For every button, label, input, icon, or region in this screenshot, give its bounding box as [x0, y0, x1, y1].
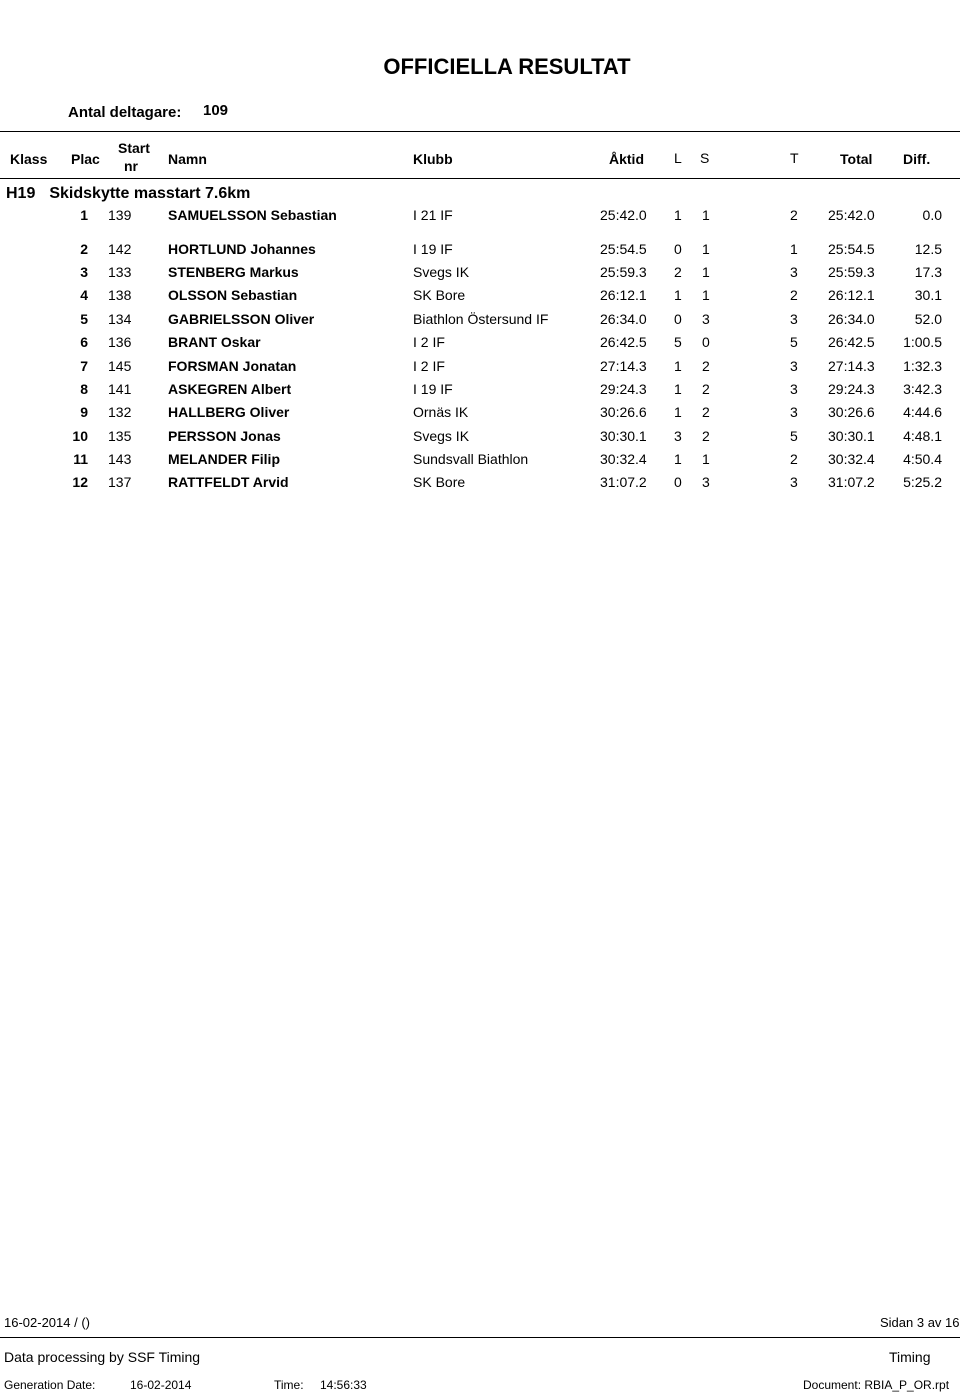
start-number: 133	[108, 264, 132, 280]
standing-misses: 2	[702, 404, 710, 420]
placement: 4	[80, 287, 88, 303]
time-behind: 4:48.1	[903, 428, 942, 444]
prone-misses: 1	[674, 381, 682, 397]
total-misses: 2	[790, 451, 798, 467]
class-code: H19	[6, 185, 36, 202]
total-time: 25:54.5	[828, 241, 875, 257]
total-misses: 3	[790, 474, 798, 490]
generation-date-label: Generation Date:	[4, 1378, 96, 1392]
time-behind: 5:25.2	[903, 474, 942, 490]
time-behind: 30.1	[914, 287, 942, 303]
placement: 8	[80, 381, 88, 397]
start-number: 141	[108, 381, 132, 397]
ski-time: 30:32.4	[600, 451, 647, 467]
placement: 7	[80, 358, 88, 374]
athlete-name: OLSSON Sebastian	[168, 287, 298, 303]
club-name: I 2 IF	[413, 334, 445, 350]
total-misses: 5	[790, 428, 798, 444]
total-time: 25:42.0	[828, 207, 875, 223]
page-title: OFFICIELLA RESULTAT	[383, 54, 631, 79]
total-misses: 2	[790, 287, 798, 303]
total-time: 30:30.1	[828, 428, 875, 444]
ski-time: 25:42.0	[600, 207, 647, 223]
total-time: 30:32.4	[828, 451, 875, 467]
generation-date: 16-02-2014	[130, 1378, 192, 1392]
standing-misses: 1	[702, 264, 710, 280]
athlete-name: SAMUELSSON Sebastian	[168, 207, 337, 223]
col-start-nr: nr	[124, 158, 138, 174]
col-t: T	[790, 150, 799, 166]
standing-misses: 1	[702, 207, 710, 223]
total-time: 26:12.1	[828, 287, 875, 303]
participants-label: Antal deltagare:	[68, 104, 182, 121]
prone-misses: 3	[674, 428, 682, 444]
footer-rule	[0, 1337, 960, 1338]
club-name: SK Bore	[413, 474, 466, 490]
prone-misses: 1	[674, 451, 682, 467]
result-row	[0, 381, 960, 403]
placement: 10	[72, 428, 88, 444]
standing-misses: 1	[702, 451, 710, 467]
result-row	[0, 207, 960, 229]
time-behind: 52.0	[914, 311, 942, 327]
club-name: Ornäs IK	[413, 404, 469, 420]
total-misses: 3	[790, 381, 798, 397]
start-number: 136	[108, 334, 132, 350]
ski-time: 31:07.2	[600, 474, 647, 490]
athlete-name: HORTLUND Johannes	[168, 241, 316, 257]
result-row	[0, 474, 960, 496]
header-bottom-rule	[0, 178, 960, 179]
total-time: 26:42.5	[828, 334, 875, 350]
club-name: I 2 IF	[413, 358, 445, 374]
col-start: Start	[118, 140, 150, 156]
document-name: Document: RBIA_P_OR.rpt	[803, 1378, 950, 1392]
placement: 5	[80, 311, 88, 327]
standing-misses: 2	[702, 358, 710, 374]
athlete-name: STENBERG Markus	[168, 264, 299, 280]
time-behind: 1:00.5	[903, 334, 942, 350]
club-name: SK Bore	[413, 287, 466, 303]
page-number: Sidan 3 av 16	[880, 1315, 960, 1330]
generation-time: 14:56:33	[320, 1378, 367, 1392]
placement: 1	[80, 207, 88, 223]
club-name: Biathlon Östersund IF	[413, 311, 549, 327]
time-behind: 4:50.4	[903, 451, 942, 467]
time-behind: 12.5	[914, 241, 942, 257]
time-behind: 17.3	[914, 264, 942, 280]
start-number: 143	[108, 451, 132, 467]
standing-misses: 0	[702, 334, 710, 350]
result-row	[0, 334, 960, 356]
total-time: 31:07.2	[828, 474, 875, 490]
prone-misses: 5	[674, 334, 682, 350]
participants-count: 109	[203, 102, 229, 119]
club-name: Svegs IK	[413, 264, 470, 280]
start-number: 138	[108, 287, 132, 303]
generation-time-label: Time:	[274, 1378, 304, 1392]
col-klass: Klass	[10, 151, 48, 167]
ski-time: 26:12.1	[600, 287, 647, 303]
ski-time: 30:30.1	[600, 428, 647, 444]
total-misses: 3	[790, 311, 798, 327]
ski-time: 30:26.6	[600, 404, 647, 420]
col-s: S	[700, 150, 710, 166]
col-total: Total	[840, 151, 873, 167]
total-time: 29:24.3	[828, 381, 875, 397]
result-row	[0, 358, 960, 380]
ski-time: 27:14.3	[600, 358, 647, 374]
athlete-name: RATTFELDT Arvid	[168, 474, 289, 490]
athlete-name: FORSMAN Jonatan	[168, 358, 297, 374]
col-plac: Plac	[71, 151, 100, 167]
start-number: 137	[108, 474, 132, 490]
athlete-name: HALLBERG Oliver	[168, 404, 290, 420]
prone-misses: 2	[674, 264, 682, 280]
result-row	[0, 428, 960, 450]
start-number: 132	[108, 404, 132, 420]
prone-misses: 0	[674, 241, 682, 257]
prone-misses: 1	[674, 207, 682, 223]
placement: 2	[80, 241, 88, 257]
ski-time: 26:42.5	[600, 334, 647, 350]
athlete-name: MELANDER Filip	[168, 451, 280, 467]
col-klubb: Klubb	[413, 151, 453, 167]
class-heading	[6, 185, 250, 203]
athlete-name: BRANT Oskar	[168, 334, 261, 350]
col-diff: Diff.	[903, 151, 931, 167]
timing-label: Timing	[889, 1349, 931, 1365]
placement: 9	[80, 404, 88, 420]
club-name: I 19 IF	[413, 241, 453, 257]
athlete-name: GABRIELSSON Oliver	[168, 311, 315, 327]
total-time: 27:14.3	[828, 358, 875, 374]
standing-misses: 3	[702, 311, 710, 327]
result-row	[0, 311, 960, 333]
ski-time: 26:34.0	[600, 311, 647, 327]
time-behind: 4:44.6	[903, 404, 942, 420]
prone-misses: 1	[674, 287, 682, 303]
result-row	[0, 264, 960, 286]
result-row	[0, 404, 960, 426]
standing-misses: 1	[702, 287, 710, 303]
club-name: Sundsvall Biathlon	[413, 451, 529, 467]
result-row	[0, 451, 960, 473]
prone-misses: 1	[674, 404, 682, 420]
time-behind: 1:32.3	[903, 358, 942, 374]
total-time: 30:26.6	[828, 404, 875, 420]
athlete-name: PERSSON Jonas	[168, 428, 281, 444]
footer-date: 16-02-2014 / ()	[4, 1315, 90, 1330]
prone-misses: 1	[674, 358, 682, 374]
start-number: 134	[108, 311, 132, 327]
placement: 11	[73, 451, 88, 467]
placement: 12	[72, 474, 88, 490]
placement: 3	[80, 264, 88, 280]
ski-time: 25:54.5	[600, 241, 647, 257]
total-misses: 2	[790, 207, 798, 223]
total-misses: 3	[790, 358, 798, 374]
club-name: Svegs IK	[413, 428, 470, 444]
result-row	[0, 241, 960, 263]
result-row	[0, 287, 960, 309]
placement: 6	[80, 334, 88, 350]
total-misses: 5	[790, 334, 798, 350]
prone-misses: 0	[674, 474, 682, 490]
athlete-name: ASKEGREN Albert	[168, 381, 292, 397]
col-aktid: Åktid	[609, 151, 644, 167]
standing-misses: 2	[702, 381, 710, 397]
col-l: L	[674, 150, 682, 166]
total-time: 26:34.0	[828, 311, 875, 327]
start-number: 145	[108, 358, 132, 374]
total-misses: 3	[790, 264, 798, 280]
start-number: 135	[108, 428, 132, 444]
club-name: I 21 IF	[413, 207, 453, 223]
total-time: 25:59.3	[828, 264, 875, 280]
time-behind: 0.0	[922, 207, 942, 223]
standing-misses: 1	[702, 241, 710, 257]
class-name: Skidskytte masstart 7.6km	[49, 185, 251, 202]
header-top-rule	[0, 131, 960, 132]
ski-time: 25:59.3	[600, 264, 647, 280]
total-misses: 3	[790, 404, 798, 420]
processing-credit: Data processing by SSF Timing	[4, 1349, 201, 1365]
start-number: 139	[108, 207, 132, 223]
ski-time: 29:24.3	[600, 381, 647, 397]
time-behind: 3:42.3	[903, 381, 942, 397]
club-name: I 19 IF	[413, 381, 453, 397]
prone-misses: 0	[674, 311, 682, 327]
total-misses: 1	[790, 241, 798, 257]
start-number: 142	[108, 241, 132, 257]
col-namn: Namn	[168, 151, 207, 167]
standing-misses: 3	[702, 474, 710, 490]
standing-misses: 2	[702, 428, 710, 444]
